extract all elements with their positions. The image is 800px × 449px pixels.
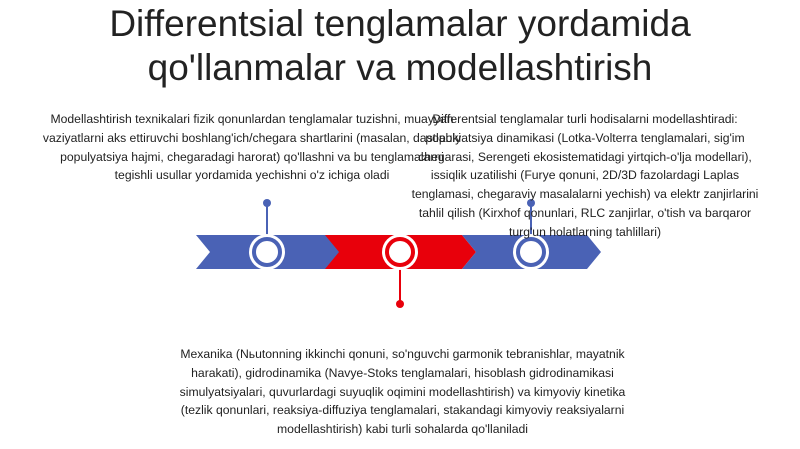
connector-bottom-dot — [396, 300, 404, 308]
connector-left-dot — [263, 199, 271, 207]
title-line-2: qo'llanmalar va modellashtirish — [147, 47, 653, 88]
right-text-block: Differentsial tenglamalar turli hodisalarni modellashtiradi: populyatsiya dinamikasi (Lotka-Volterra tenglamalari, sig'im chegarasi, Serengeti ekosistematidagi yirtqich-o'lja modellari), issiqlik uzatilishi (Furye qonuni, 2D/3D fazolardagi Laplas tenglamasi, chegaraviy masalalarni yechish) va elektr zanjirlarini tahlil qilish (Kirxhof qonunlari, RLC zanjirlar, o'tish va barqaror turg'un holatlarning tahlillari) — [411, 112, 759, 239]
title-line-1: Differentsial tenglamalar yordamida — [109, 3, 691, 44]
left-text-block: Modellashtirish texnikalari fizik qonunlardan tenglamalar tuzishni, muayyan vaziyatlarni aks ettiruvchi boshlang'ich/chegara shartlarini (masalan, dastlabki populyatsiya hajmi, chegaradagi harorat) qo'llashni va bu tenglamalarni tegishli usullar yordamida yechishni o'z ichiga oladi — [42, 112, 462, 183]
bottom-text-block: Mexanika (Nьutonning ikkinchi qonuni, so'nguvchi garmonik tebranishlar, mayatnik harakati), gidrodinamika (Navye-Stoks tenglamalari, hisoblash gidrodinamikasi simulyatsiyalari, quvurlardagi suyuqlik oqimini modellashtirish) va kimyoviy kinetika (tezlik qonunlari, reaksiya-diffuziya tenglamalari, stakandagi kimyoviy reaksiyalarni modellashtirish) kabi turli sohalarda qo'llaniladi — [179, 347, 626, 437]
